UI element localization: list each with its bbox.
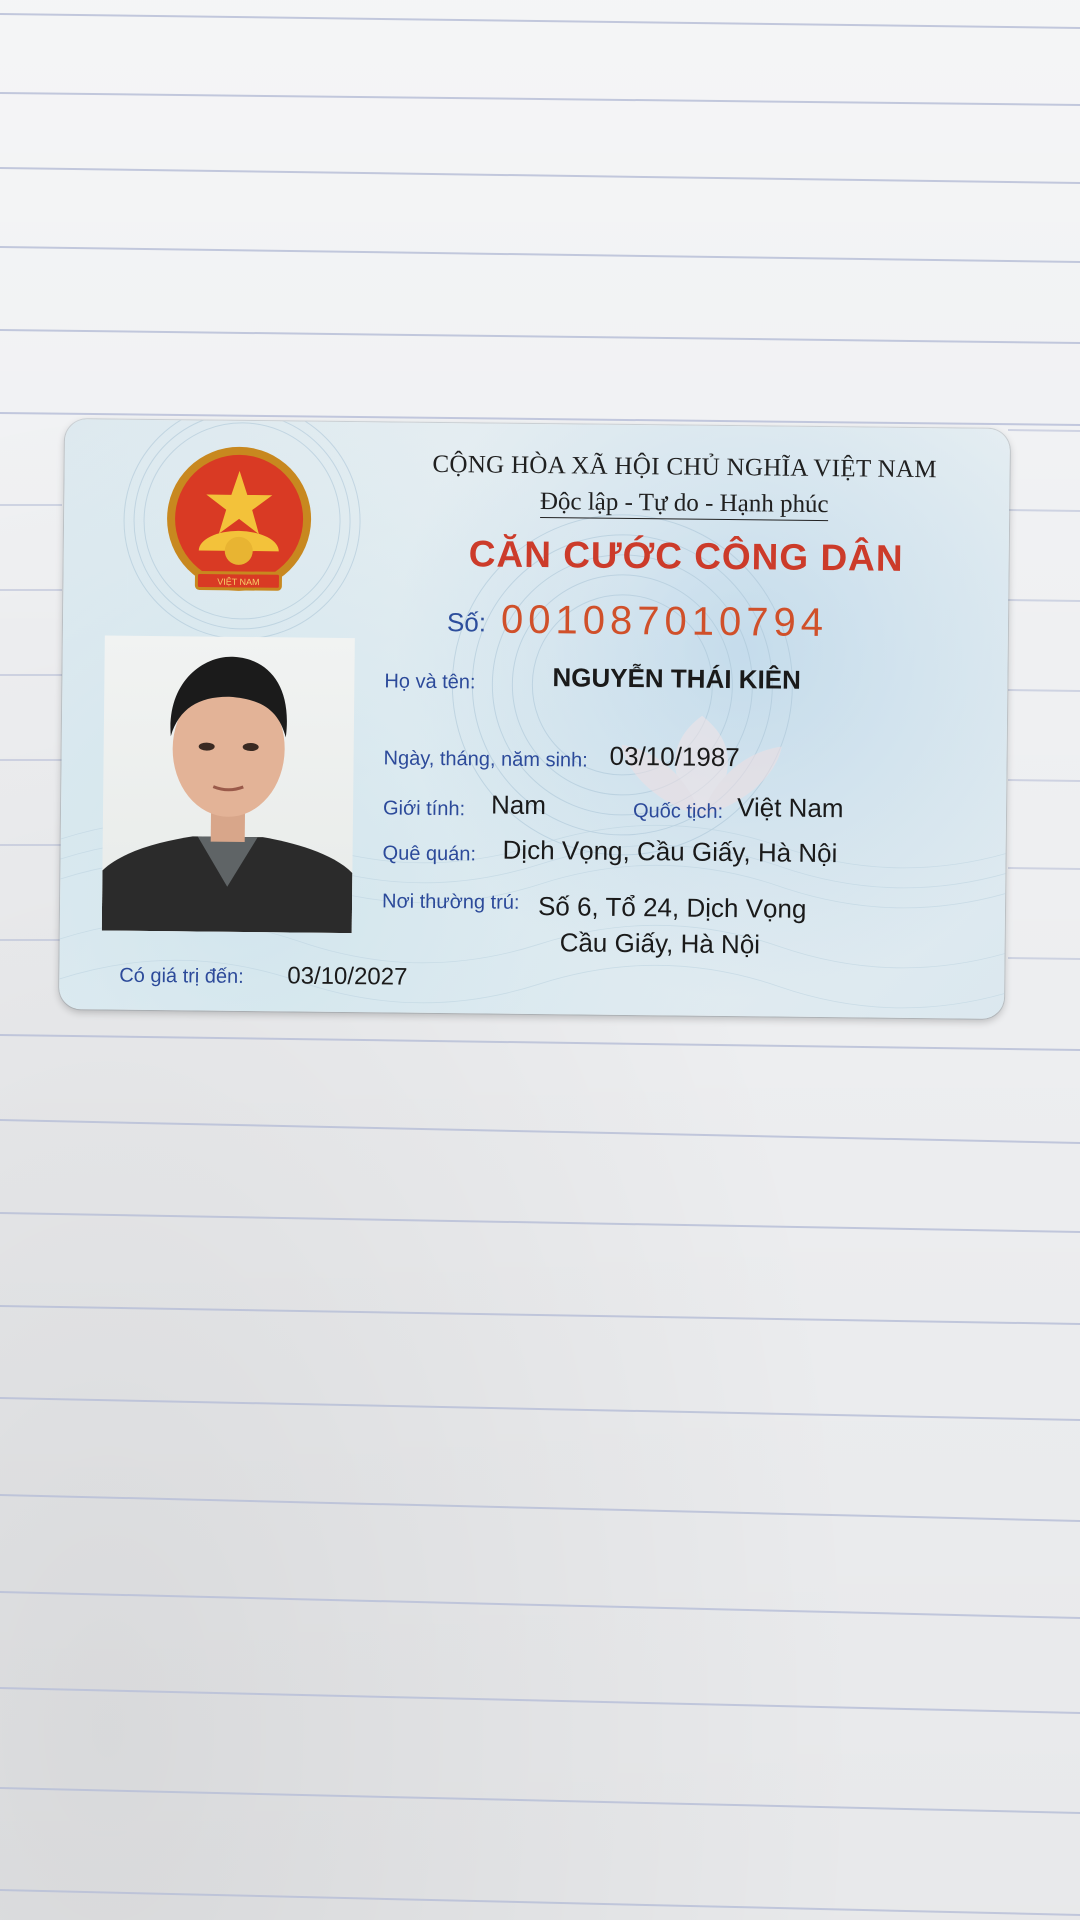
emblem-text: VIỆT NAM <box>217 576 260 588</box>
residence-line1: Số 6, Tổ 24, Dịch Vọng <box>537 891 807 924</box>
portrait-photo <box>102 635 355 933</box>
expiry-value: 03/10/2027 <box>287 962 408 991</box>
nationality-label: Quốc tịch: <box>632 800 724 823</box>
residence-line2: Cầu Giấy, Hà Nội <box>559 927 761 960</box>
country-header: CỘNG HÒA XÃ HỘI CHỦ NGHĨA VIỆT NAM <box>432 450 937 484</box>
sex-value: Nam <box>490 789 547 821</box>
hometown-value: Dịch Vọng, Cầu Giấy, Hà Nội <box>502 834 838 869</box>
name-value: NGUYỄN THÁI KIÊN <box>552 662 802 695</box>
expiry-label: Có giá trị đến: <box>119 964 244 988</box>
hometown-label: Quê quán: <box>382 842 477 866</box>
sex-label: Giới tính: <box>382 797 466 821</box>
portrait-illustration <box>102 635 355 933</box>
name-label: Họ và tên: <box>384 670 476 694</box>
residence-label: Nơi thường trú: <box>381 890 520 914</box>
dob-label: Ngày, tháng, năm sinh: <box>383 747 588 772</box>
national-emblem-icon <box>158 440 320 602</box>
nationality-value: Việt Nam <box>736 792 844 824</box>
card-title: CĂN CƯỚC CÔNG DÂN <box>468 533 904 579</box>
id-number-label: Số: <box>446 607 487 638</box>
dob-value: 03/10/1987 <box>609 740 740 773</box>
id-number-value: 001087010794 <box>500 597 829 646</box>
citizen-id-card <box>59 419 1010 1019</box>
motto-text: Độc lập - Tự do - Hạnh phúc <box>540 488 829 521</box>
